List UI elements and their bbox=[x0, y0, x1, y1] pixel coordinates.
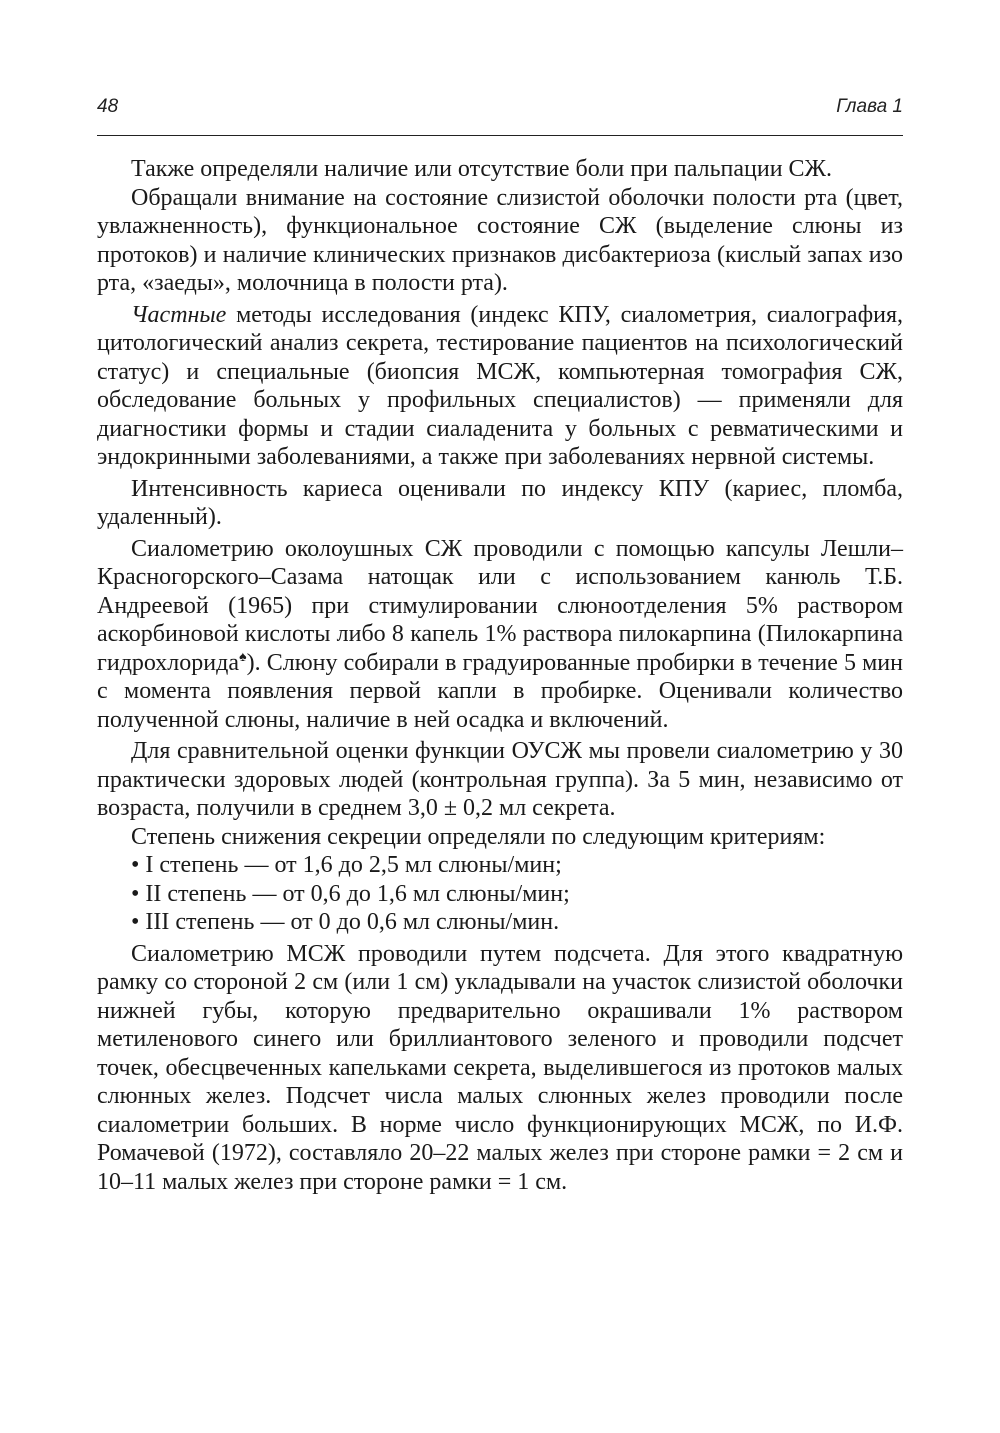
paragraph bbox=[97, 301, 903, 472]
list-item: • II степень — от 0,6 до 1,6 мл слюны/мин; bbox=[131, 880, 570, 907]
chapter-title: Глава 1 bbox=[836, 96, 903, 117]
paragraph-text: ). Слюну собирали в градуированные пробирки в течение 5 мин с момента появления первой капли в пробирке. Оценивали количество полученной слюны, наличие в ней осадка и включений. bbox=[97, 649, 903, 733]
paragraph: Для сравнительной оценки функции ОУСЖ мы провели сиалометрию у 30 практически здоровых людей (контрольная группа). За 5 мин, независимо от возраста, получили в среднем 3,0 ± 0,2 мл секрета. bbox=[97, 738, 903, 821]
header-rule bbox=[97, 135, 903, 136]
list-item: • I степень — от 1,6 до 2,5 мл слюны/мин; bbox=[131, 852, 562, 878]
list-item: • III степень — от 0 до 0,6 мл слюны/мин. bbox=[131, 909, 560, 935]
paragraph: Также определяли наличие или отсутствие боли при пальпации СЖ. bbox=[131, 156, 833, 182]
page-number: 48 bbox=[97, 96, 119, 117]
paragraph: Сиалометрию МСЖ проводили путем подсчета. Для этого квадратную рамку со стороной 2 см (или 1 см) укладывали на участок слизистой оболочки нижней губы, которую предварительно окрашивали 1% раствором метиленового синего или бриллиантового зеленого и проводили подсчет точек, обесцвеченных капельками секрета, выделившегося из протоков малых слюнных желез. Подсчет числа малых слюнных желез проводили после сиалометрии больших. В норме число функционирующих МСЖ, по И.Ф. Ромачевой (1972), составляло 20–22 малых желез при стороне рамки = 2 см и 10–11 малых желез при стороне рамки = 1 см. bbox=[97, 940, 903, 1195]
emphasis: Частные bbox=[131, 301, 227, 328]
drug-mark-icon: ♠ bbox=[238, 649, 247, 665]
body-text bbox=[97, 155, 903, 1196]
running-header bbox=[97, 96, 903, 124]
paragraph: Интенсивность кариеса оценивали по индексу КПУ (кариес, пломба, удаленный). bbox=[97, 475, 903, 530]
paragraph bbox=[97, 535, 903, 735]
paragraph-text: Сиалометрию околоушных СЖ проводили с помощью капсулы Лешли–Красногорского–Сазама натощак или с использованием канюль Т.Б. Андреевой (1965) при стимулировании слюноотделения 5% раствором аскорбиновой кислоты либо 8 капель 1% раствора пилокарпина (Пилокарпина гидрохлорида bbox=[97, 535, 903, 676]
paragraph-text: методы исследования (индекс КПУ, сиалометрия, сиалография, цитологический анализ секрета, тестирование пациентов на психологический статус) и специальные (биопсия МСЖ, компьютерная томография СЖ, обследование больных у профильных специалистов) — применяли для диагностики формы и стадии сиаладенита у больных с ревматическими и эндокринными заболеваниями, а также при заболеваниях нервной системы. bbox=[97, 301, 903, 470]
paragraph: Степень снижения секреции определяли по следующим критериям: bbox=[131, 823, 826, 850]
paragraph: Обращали внимание на состояние слизистой оболочки полости рта (цвет, увлажненность), функциональное состояние СЖ (выделение слюны из протоков) и наличие клинических признаков дисбактериоза (кислый запах изо рта, «заеды», молочница в полости рта). bbox=[97, 184, 903, 296]
